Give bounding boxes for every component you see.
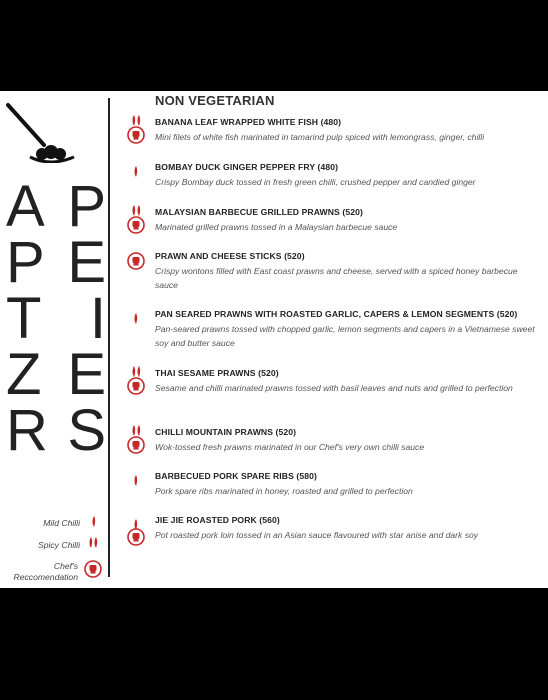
item-name: CHILLI MOUNTAIN PRAWNS (520) [155,427,297,437]
mild-chili-icon [88,515,99,528]
legend-chef-line1: Chef's [53,561,78,571]
item-description: Mini filets of white fish marinated in tamarind pulp spiced with lemongrass, ginger, chilli [155,132,485,142]
heading-row [6,230,106,295]
item-name: BARBECUED PORK SPARE RIBS (580) [155,471,317,481]
legend-mild-label: Mild Chilli [43,518,80,528]
item-description: Crispy wontons filled with East coast prawns and cheese, served with a spiced honey barbecue sauce [155,266,518,290]
item-description: Sesame and chilli marinated prawns tossed with basil leaves and nuts and grilled to perfection [155,383,513,393]
mild-chili-icon [130,165,141,178]
item-name: BANANA LEAF WRAPPED WHITE FISH (480) [155,117,342,127]
heading-letter: A [6,174,45,239]
chef-recommendation-icon [127,126,145,144]
item-description: Pot roasted pork loin tossed in an Asian sauce flavoured with star anise and dark soy [155,530,479,540]
item-name: BOMBAY DUCK GINGER PEPPER FRY (480) [155,162,339,172]
item-name: THAI SESAME PRAWNS (520) [155,368,279,378]
chef-recommendation-icon [127,377,145,395]
menu-item [155,207,540,235]
item-description: Crispy Bombay duck tossed in fresh green chilli, crushed pepper and candied ginger [155,177,476,187]
menu-item [155,427,540,455]
menu-item [155,251,540,292]
menu-item [155,515,540,543]
item-name: PRAWN AND CHEESE STICKS (520) [155,251,305,261]
heading-row [6,342,106,407]
chef-recommendation-icon [127,528,145,546]
heading-row [6,398,106,463]
heading-letter: Z [6,342,42,407]
chef-recommendation-icon [84,560,102,578]
heading-row [6,174,106,239]
menu-page [0,91,548,588]
chef-recommendation-icon [127,252,145,270]
heading-letter: P [67,174,106,239]
mild-chili-icon [130,474,141,487]
chef-recommendation-icon [127,436,145,454]
spicy-chili-icon [86,536,100,549]
legend-spicy-label: Spicy Chilli [37,540,80,550]
item-description: Marinated grilled prawns tossed in a Malaysian barbecue sauce [155,222,398,232]
legend-chef-label [2,561,78,583]
item-description: Pan-seared prawns tossed with chopped garlic, lemon segments and capers in a Vietnamese sweet soy and butter sauce [155,324,535,348]
heading-row [6,286,106,351]
heading-letter: P [6,230,45,295]
menu-item [155,368,540,396]
heading-letter: I [89,286,106,351]
appetizers-heading [6,174,106,463]
menu-item [155,162,540,190]
vertical-divider [108,98,110,577]
bowl-spoon-logo-icon [4,101,96,163]
item-description: Wok-tossed fresh prawns marinated in our Chef's very own chilli sauce [155,442,425,452]
menu-item [155,117,540,145]
heading-letter: E [67,230,106,295]
heading-letter: T [6,286,42,351]
item-description: Pork spare ribs marinated in honey, roasted and grilled to perfection [155,486,413,496]
legend-chef-line2: Reccomendation [13,572,78,582]
heading-letter: E [67,342,106,407]
item-name: PAN SEARED PRAWNS WITH ROASTED GARLIC, CAPERS & LEMON SEGMENTS (520) [155,309,518,319]
chef-recommendation-icon [127,216,145,234]
menu-item [155,471,540,499]
mild-chili-icon [130,312,141,325]
heading-letter: S [67,398,106,463]
heading-letter: R [6,398,48,463]
menu-item [155,309,540,350]
section-title: NON VEGETARIAN [155,93,275,108]
item-name: JIE JIE ROASTED PORK (560) [155,515,280,525]
item-name: MALAYSIAN BARBECUE GRILLED PRAWNS (520) [155,207,363,217]
